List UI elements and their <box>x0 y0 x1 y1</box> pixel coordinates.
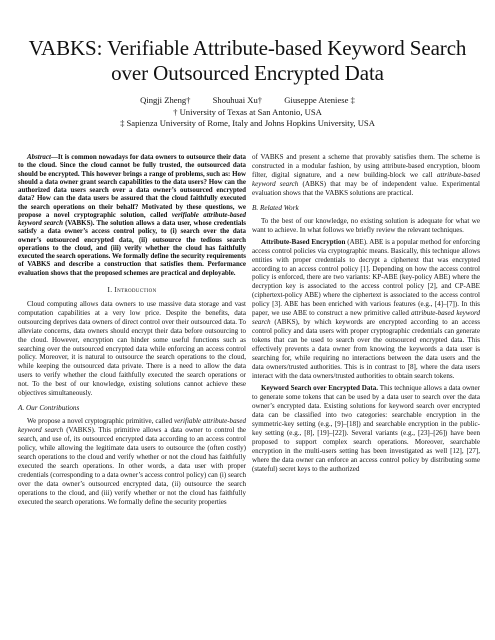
continued-text: of VABKS and present a scheme that provably satisfies them. The scheme is constructed in a modular fashion, by using attribute-based encryption, bloom filter, digital signature, and a new building-block we call <box>252 153 480 179</box>
abe-text: (ABE). ABE is a popular method for enforcing access control policies via cryptographic means. Basically, this technique allows entities with proper credentials to decrypt a ciphertext that was encrypted according to an access control policy [1]. Depending on how the access control policy is enforced, there are two variants: KP-ABE (key-policy ABE) where the decryption key is associated to the access control policy [2], and CP-ABE (ciphertext-policy ABE) where the ciphertext is associated to the access control policy [3]. ABE has been enriched with various features (e.g., [4]–[7]). In this paper, we use ABE to construct a new primitive called <box>252 237 480 318</box>
subsection-heading-related-work: B. Related Work <box>252 203 299 212</box>
left-column <box>18 153 246 507</box>
contributions-emphasis: verifiable attribute-based keyword search <box>18 417 246 435</box>
contributions-text: We propose a novel cryptographic primitive, called <box>27 417 175 426</box>
contributions-text-2: (VABKS). This primitive allows a data owner to control the search, and use of, its outsourced encrypted data according to an access control policy, while allowing the legitimate data users to outsource the (often costly) search operations to the cloud and verify whether or not the cloud has faithfully executed the search operations. In other words, a data user with proper credentials (corresponding to a data owner’s access control policy) can (i) search over the data owner’s outsourced encrypted data, (ii) outsource the search operations to the cloud, and (iii) verify whether or not the cloud has faithfully executed the search operations. We formally define the security properties <box>18 426 246 506</box>
paper-title <box>20 36 475 86</box>
continued-paragraph <box>252 153 480 198</box>
author-names <box>20 95 475 107</box>
title-line-2: over Outsourced Encrypted Data <box>111 61 384 85</box>
keyword-search-lead: Keyword Search over Encrypted Data. <box>261 383 379 392</box>
affiliation-1: † University of Texas at San Antonio, USA <box>173 106 322 117</box>
keyword-search-paragraph <box>252 384 480 474</box>
subsection-heading-contributions: A. Our Contributions <box>18 404 80 413</box>
abe-paragraph <box>252 238 480 381</box>
author-block <box>20 95 475 130</box>
affiliation-2: ‡ Sapienza University of Rome, Italy and Johns Hopkins University, USA <box>120 118 375 128</box>
abe-lead: Attribute-Based Encryption <box>261 237 346 246</box>
right-column <box>252 153 480 473</box>
abstract-emphasis: verifiable attribute-based keyword search <box>18 210 247 227</box>
author-name: Shouhuai Xu† <box>212 95 263 105</box>
abe-emphasis: attribute-based keyword search <box>252 309 480 327</box>
intro-paragraph: Cloud computing allows data owners to use massive data storage and vast computation capabilities at a very low price. Despite the benefits, data outsourcing deprives data owners of direct control over their outsourced data. To alleviate concerns, data owners should encrypt their data before outsourcing to the cloud. However, encryption can hinder some useful functions such as searching over the outsourced encrypted data while enforcing an access control policy. Moreover, it is natural to outsource the search operations to the cloud, while keeping the outsourced data private. There is a need to allow the data users to verify whether the cloud faithfully executed the search operations or not. To the best of our knowledge, existing solutions cannot achieve these objectives simultaneously. <box>18 299 246 398</box>
related-work-paragraph: To the best of our knowledge, no existing solution is adequate for what we want to achieve. In what follows we briefly review the relevant techniques. <box>252 216 480 234</box>
abstract-lead: Abstract <box>27 153 51 161</box>
abstract-text-2: (VABKS). The solution allows a data user, whose credentials satisfy a data owner’s access control policy, to (i) search over the data owner’s outsourced encrypted data, (ii) outsource the tedious search operations to the cloud, and (iii) verify whether the cloud has faithfully executed the search operations. We formally define the security requirements of VABKS and describe a construction that satisfies them. Performance evaluation shows that the proposed schemes are practical and deployable. <box>18 219 246 277</box>
contributions-paragraph <box>18 417 246 507</box>
abe-text-2: (ABKS), by which keywords are encrypted according to an access control policy and data users with proper cryptographic credentials can generate tokens that can be used to search over the outsourced encrypted data. This effectively prevents a data owner from knowing the keywords a data user is searching for, while requiring no interactions between the data users and the data owners/trusted authorities. This is in contrast to [8], where the data users interact with the data owners/trusted authorities to obtain search tokens. <box>252 318 480 380</box>
continued-text-2: (ABKS) that may be of independent value. Experimental evaluation shows that the VABKS solutions are practical. <box>252 179 480 197</box>
section-heading-introduction: I. Introduction <box>107 285 157 294</box>
author-name: Giuseppe Ateniese ‡ <box>284 95 355 105</box>
title-line-1: VABKS: Verifiable Attribute-based Keyword Search <box>28 36 467 60</box>
keyword-search-text: This technique allows a data owner to generate some tokens that can be used by a data user to search over the data owner’s encrypted data. Existing solutions for keyword search over encrypted data can be classified into two categories: searchable encryption in the symmetric-key setting (e.g., [9]–[18]) and searchable encryption in the public-key setting (e.g., [8], [19]–[22]). Several variants (e.g., [23]–[26]) have been proposed to support complex search operations. Moreover, searchable encryption in the multi-users setting has been investigated as well [12], [27], where the data owner can enforce an access control policy by distributing some (stateful) secret keys to the authorized <box>252 383 480 473</box>
abstract-text: —It is common nowadays for data owners to outsource their data to the cloud. Since the cloud cannot be fully trusted, the outsourced data should be encrypted. This however brings a range of problems, such as: How should a data owner grant search capabilities to the data users? How can the authorized data users search over a data owner’s outsourced encrypted data? How can the data users be assured that the cloud faithfully executed the search operations on their behalf? Motivated by these questions, we propose a novel cryptographic solution, called <box>18 153 246 219</box>
abstract <box>18 153 246 277</box>
author-name: Qingji Zheng† <box>140 95 191 105</box>
continued-emphasis: attribute-based keyword search <box>252 170 480 188</box>
